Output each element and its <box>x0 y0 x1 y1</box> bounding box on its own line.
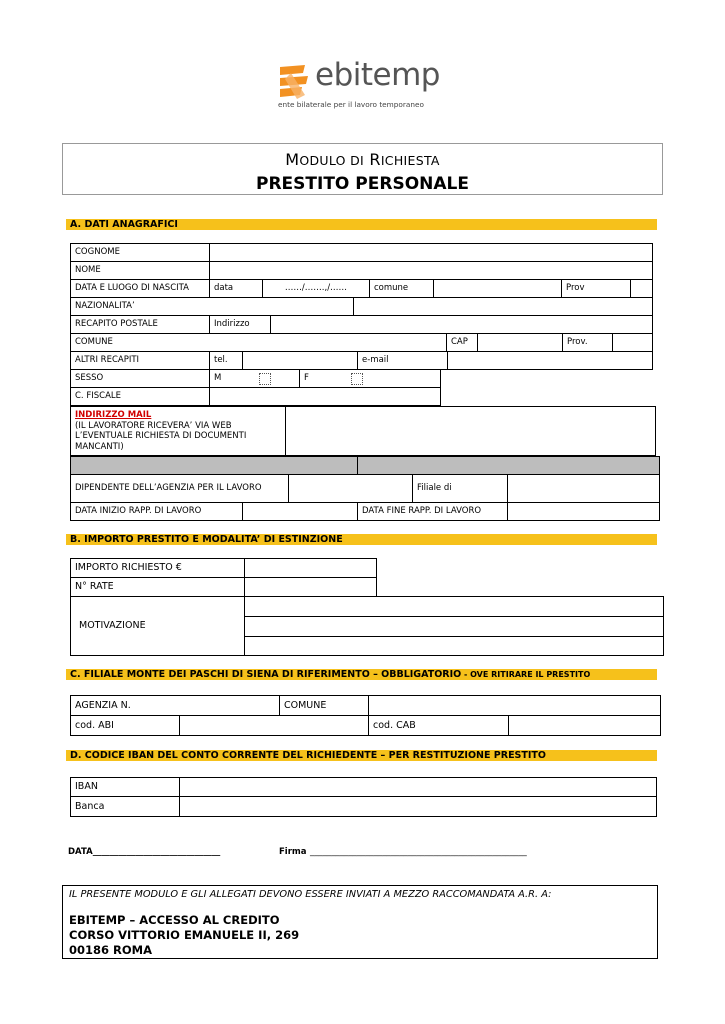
title-rest2: ICHIESTA <box>380 153 440 168</box>
mail-note: (IL LAVORATORE RICEVERA’ VIA WEB L’EVENTUALE RICHIESTA DI DOCUMENTI MANCANTI) <box>75 420 247 452</box>
sesso-m[interactable] <box>209 369 300 388</box>
section-c-title: C. FILIALE MONTE DEI PASCHI DI SIENA DI RIFERIMENTO – OBBLIGATORIO <box>70 669 462 680</box>
birth-comune-field[interactable] <box>433 279 562 298</box>
m-label: M <box>214 373 222 384</box>
iban-label: IBAN <box>70 777 180 797</box>
nascita-label: DATA E LUOGO DI NASCITA <box>70 279 210 298</box>
inizio-field[interactable] <box>242 502 358 521</box>
comune-c-field[interactable] <box>368 695 661 716</box>
recapito-label: RECAPITO POSTALE <box>70 315 210 334</box>
ebitemp-logo-icon <box>277 65 311 103</box>
logo-wordmark: ebitemp <box>315 57 440 93</box>
fine-label: DATA FINE RAPP. DI LAVORO <box>357 502 508 521</box>
logo-tagline: ente bilaterale per il lavoro temporaneo <box>278 100 424 109</box>
section-a-heading: A. DATI ANAGRAFICI <box>66 219 657 230</box>
comune-label: comune <box>369 279 434 298</box>
section-d-heading: D. CODICE IBAN DEL CONTO CORRENTE DEL RICHIEDENTE – PER RESTITUZIONE PRESTITO <box>66 750 657 761</box>
f-label: F <box>304 373 309 384</box>
cf-label: C. FISCALE <box>70 387 210 406</box>
fine-field[interactable] <box>507 502 660 521</box>
title-box <box>62 143 663 195</box>
motivazione-label: MOTIVAZIONE <box>70 596 245 656</box>
form-subtitle: PRESTITO PERSONALE <box>256 174 469 194</box>
rate-field[interactable] <box>244 577 377 597</box>
gray-bar-right <box>357 456 660 475</box>
title-cap2: R <box>369 150 381 169</box>
cognome-label: COGNOME <box>70 243 210 262</box>
data-label: data <box>209 279 263 298</box>
cf-field[interactable] <box>209 387 441 406</box>
cap-field[interactable] <box>477 333 563 352</box>
birth-date-field[interactable]: ……/…….,/…… <box>262 279 370 298</box>
indirizzo-field[interactable] <box>270 315 653 334</box>
importo-field[interactable] <box>244 558 377 578</box>
cab-field[interactable] <box>508 715 661 736</box>
nome-field[interactable] <box>209 261 653 280</box>
prov-label: Prov <box>561 279 631 298</box>
mail-heading: INDIRIZZO MAIL <box>75 410 152 420</box>
cognome-field[interactable] <box>209 243 653 262</box>
section-c-heading <box>66 669 657 680</box>
section-c-note: - OVE RITIRARE IL PRESTITO <box>461 670 591 679</box>
f-checkbox[interactable] <box>351 373 363 385</box>
comune2-label: COMUNE <box>70 333 447 352</box>
firma-label: Firma <box>279 847 307 857</box>
motivazione-line-3[interactable] <box>244 636 664 656</box>
abi-field[interactable] <box>179 715 369 736</box>
nazionalita-label: NAZIONALITA’ <box>70 297 354 316</box>
footer-note: IL PRESENTE MODULO E GLI ALLEGATI DEVONO ESSERE INVIATI A MEZZO RACCOMANDATA A.R. A: <box>69 889 552 900</box>
title-rest1: ODULO DI <box>299 153 364 168</box>
dipendente-field[interactable] <box>288 474 413 503</box>
inizio-label: DATA INIZIO RAPP. DI LAVORO <box>70 502 243 521</box>
sesso-label: SESSO <box>70 369 210 388</box>
comune-c-label: COMUNE <box>279 695 369 716</box>
footer-line-1: EBITEMP – ACCESSO AL CREDITO <box>69 913 280 927</box>
footer-line-2: CORSO VITTORIO EMANUELE II, 269 <box>69 928 300 942</box>
m-checkbox[interactable] <box>259 373 271 385</box>
banca-field[interactable] <box>179 796 657 817</box>
dipendente-label: DIPENDENTE DELL’AGENZIA PER IL LAVORO <box>70 474 289 503</box>
logo <box>277 57 452 113</box>
nome-label: NOME <box>70 261 210 280</box>
cab-label: cod. CAB <box>368 715 509 736</box>
abi-label: cod. ABI <box>70 715 180 736</box>
motivazione-line-2[interactable] <box>244 616 664 637</box>
prov2-field[interactable] <box>612 333 653 352</box>
nazionalita-field[interactable] <box>353 297 653 316</box>
indirizzo-label: Indirizzo <box>209 315 271 334</box>
form-title <box>63 150 662 169</box>
birth-prov-field[interactable] <box>630 279 653 298</box>
mail-label-box <box>70 406 286 456</box>
banca-label: Banca <box>70 796 180 817</box>
filiale-label: Filiale di <box>412 474 508 503</box>
gray-bar-left <box>70 456 358 475</box>
tel-field[interactable] <box>242 351 358 370</box>
email-field[interactable] <box>447 351 653 370</box>
footer-line-3: 00186 ROMA <box>69 943 152 957</box>
data-signature-line[interactable]: DATA______________________________ <box>68 847 221 857</box>
firma-line[interactable]: ___________________________________________________ <box>310 847 527 857</box>
motivazione-line-1[interactable] <box>244 596 664 617</box>
section-b-heading: B. IMPORTO PRESTITO E MODALITA’ DI ESTINZIONE <box>66 534 657 545</box>
rate-label: N° RATE <box>70 577 245 597</box>
cap-label: CAP <box>446 333 478 352</box>
footer-box <box>62 885 658 959</box>
altri-label: ALTRI RECAPITI <box>70 351 210 370</box>
agenzia-label: AGENZIA N. <box>70 695 280 716</box>
iban-field[interactable] <box>179 777 657 797</box>
tel-label: tel. <box>209 351 243 370</box>
mail-field[interactable] <box>285 406 656 456</box>
sesso-f[interactable] <box>299 369 441 388</box>
filiale-field[interactable] <box>507 474 660 503</box>
prov2-label: Prov. <box>562 333 613 352</box>
title-cap1: M <box>285 150 300 169</box>
email-label: e-mail <box>357 351 448 370</box>
importo-label: IMPORTO RICHIESTO € <box>70 558 245 578</box>
